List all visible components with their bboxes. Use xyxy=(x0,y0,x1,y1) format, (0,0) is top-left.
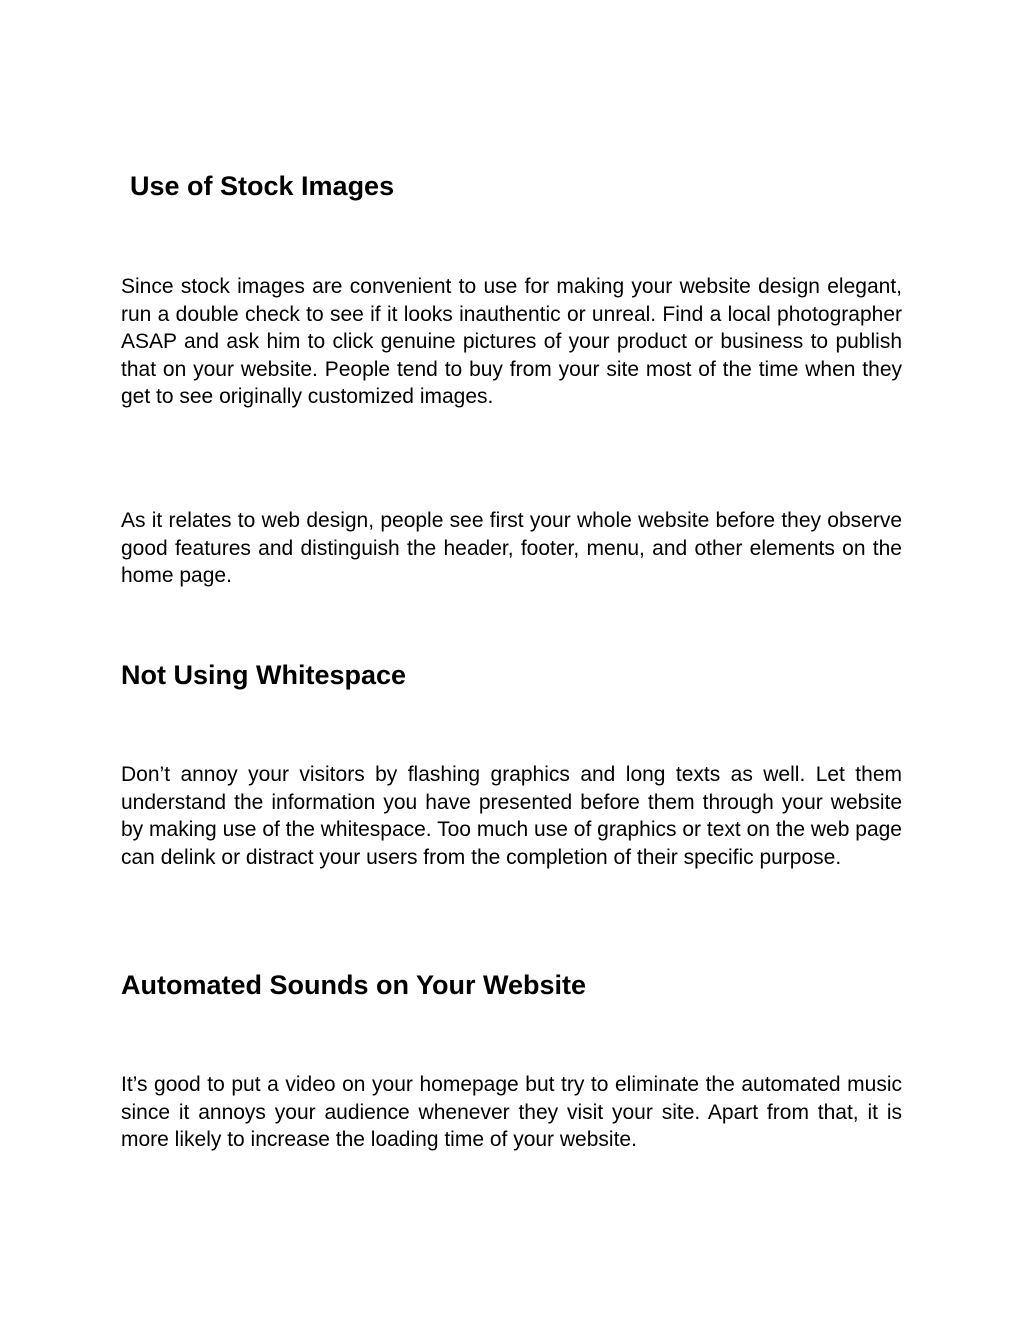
section-heading-stock-images: Use of Stock Images xyxy=(130,171,395,201)
paragraph-stock-images: Since stock images are convenient to use for making your website design elegant, run a double check to see if it looks inauthentic or unreal. Find a local photographer ASAP and ask him to click genuine pictures of your product or business to publish that on your website. People tend to buy from your site most of the time when they get to see originally customized images. xyxy=(121,275,902,408)
paragraph-automated-sounds: It’s good to put a video on your homepage but try to eliminate the automated music since it annoys your audience whenever they visit your site. Apart from that, it is more likely to increase the loading time of your website. xyxy=(121,1073,902,1151)
section-heading-automated-sounds: Automated Sounds on Your Website xyxy=(121,970,587,1000)
section-heading-whitespace: Not Using Whitespace xyxy=(121,660,407,690)
paragraph-web-design: As it relates to web design, people see first your whole website before they observe good features and distinguish the header, footer, menu, and other elements on the home page. xyxy=(121,509,902,587)
paragraph-whitespace: Don’t annoy your visitors by flashing graphics and long texts as well. Let them understand the information you have presented before them through your website by making use of the whitespace. Too much use of graphics or text on the web page can delink or distract your users from the completion of their specific purpose. xyxy=(121,763,902,869)
